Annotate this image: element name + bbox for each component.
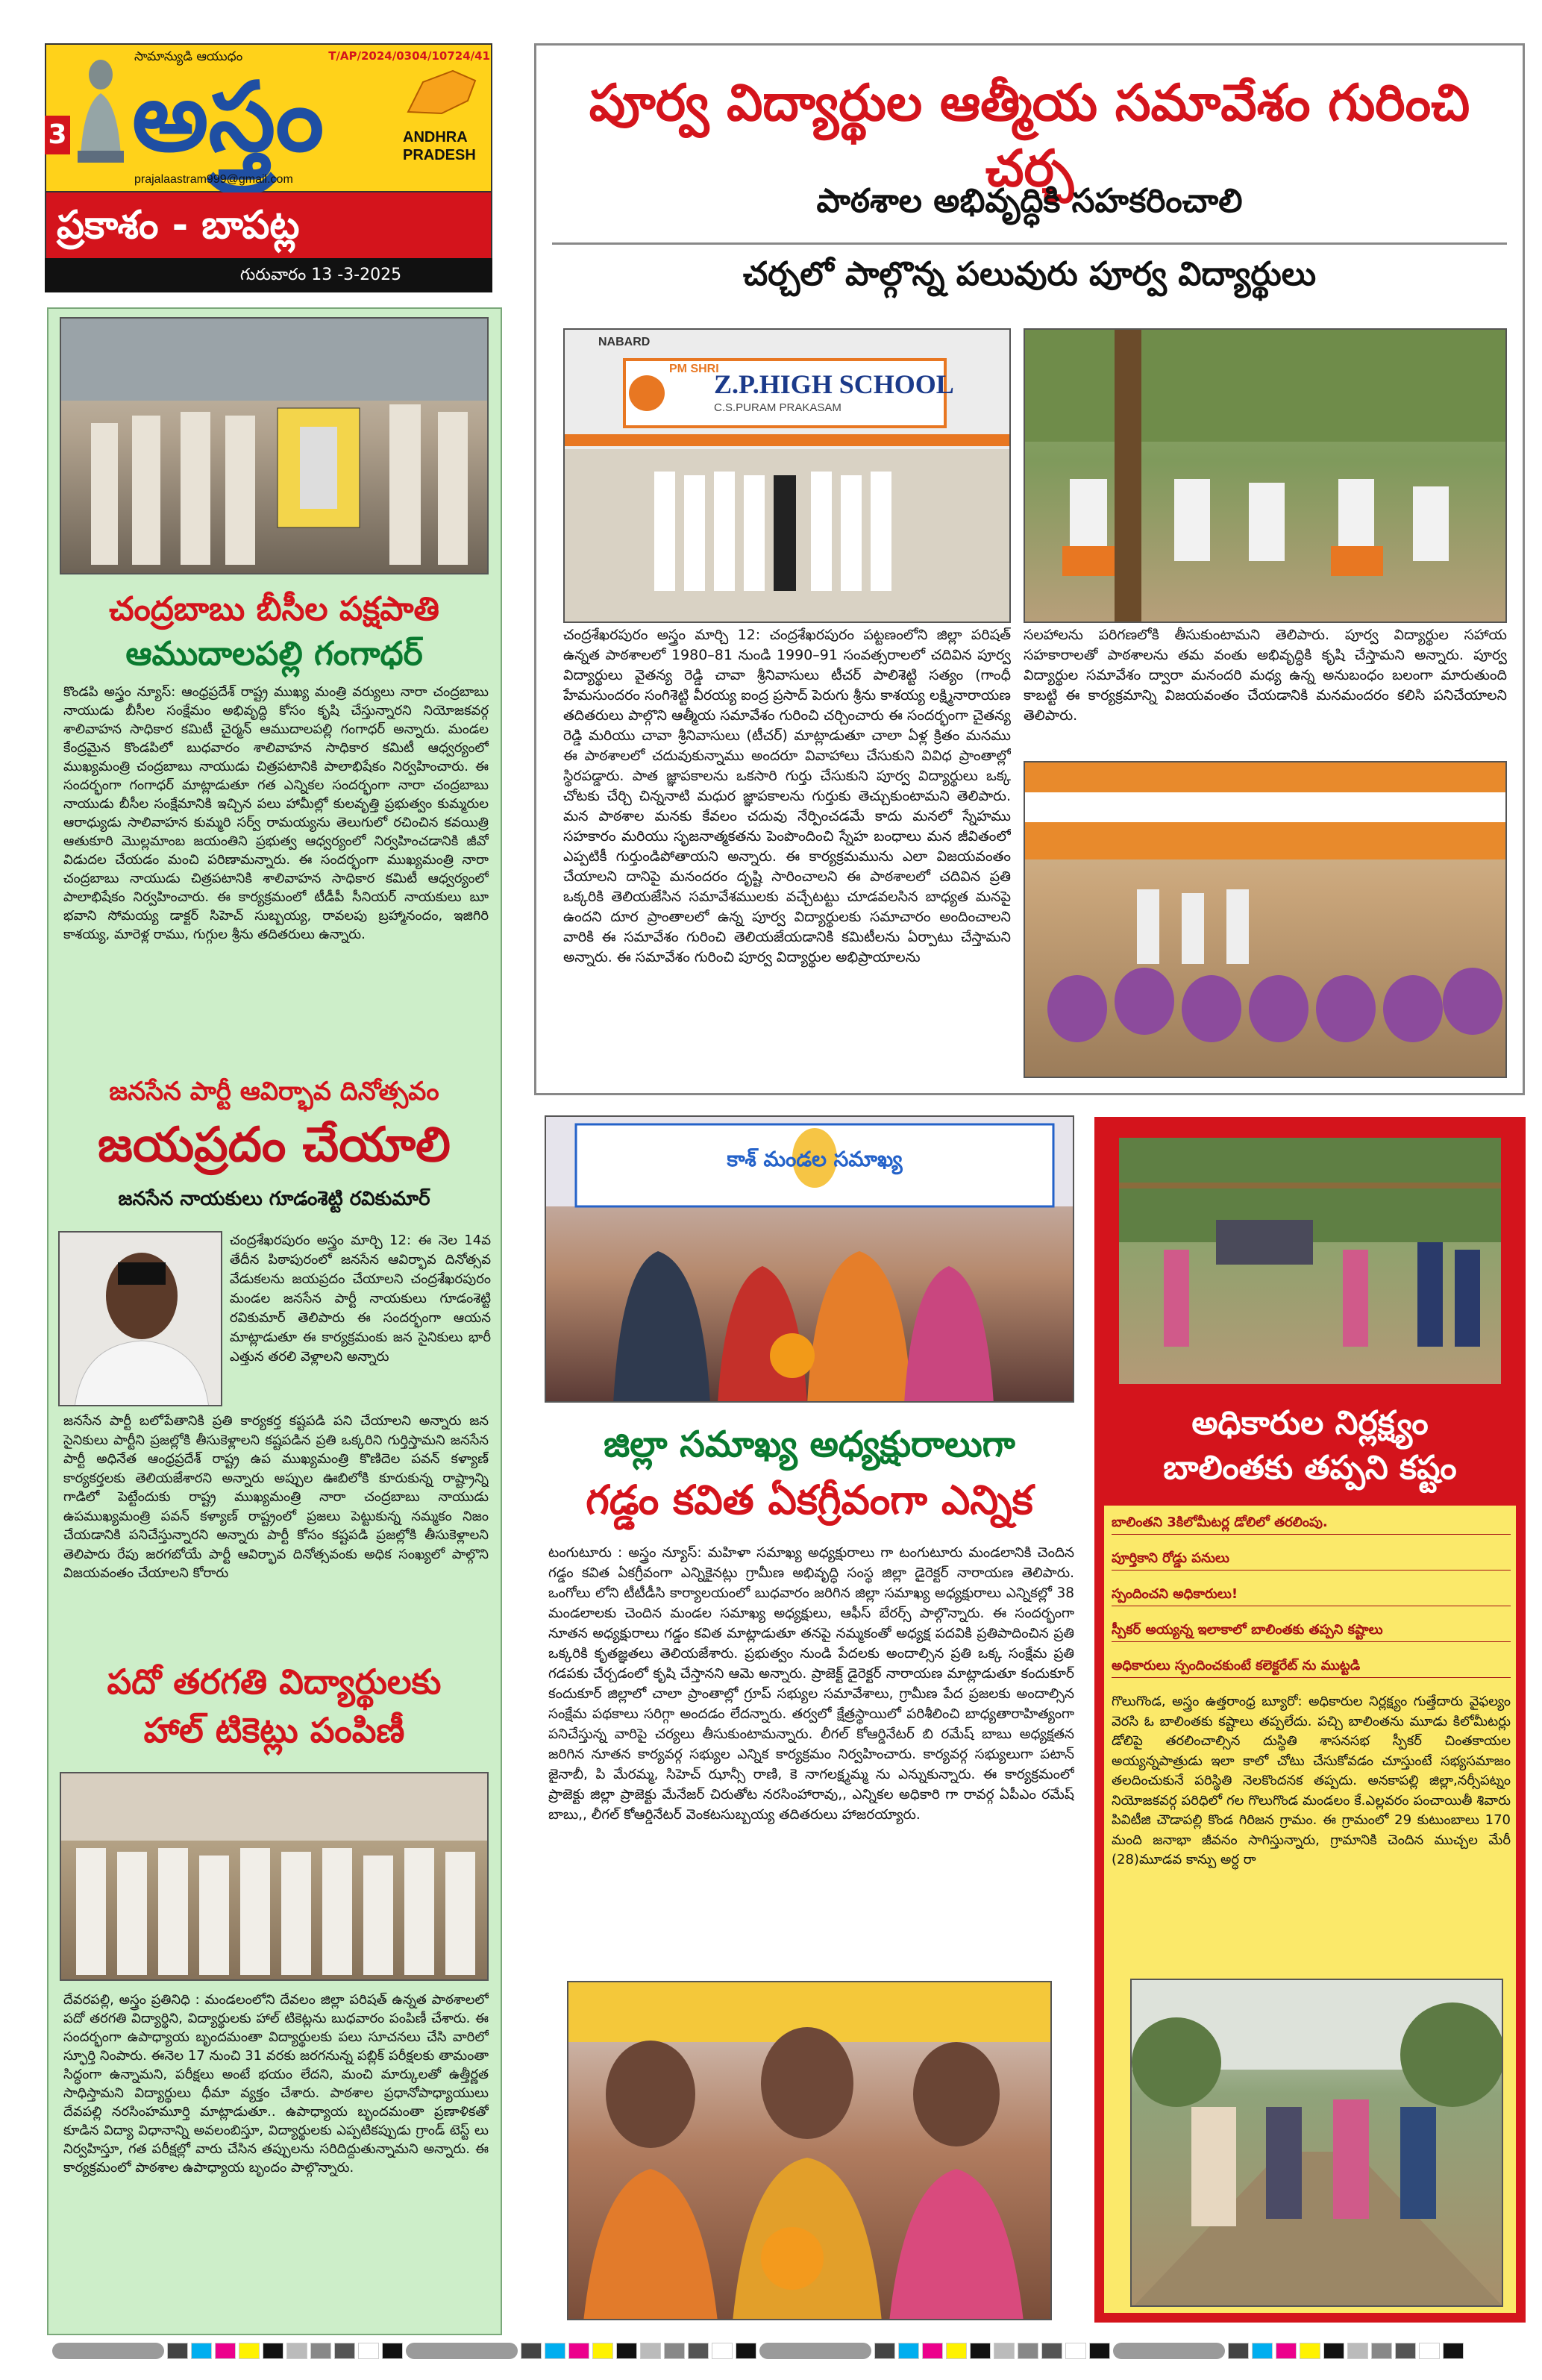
strip-swatch xyxy=(263,2343,283,2359)
strip-swatch xyxy=(1065,2343,1086,2359)
strip-swatch xyxy=(358,2343,379,2359)
janasena-body-side: చంద్రశేఖరపురం అస్త్రం మార్చి 12: ఈ నెల 14వ తేదీన పిఠాపురంలో జనసేన ఆవిర్భావ దినోత్సవ వేడుకలను జయప్రదం చేయాలని చంద్రశేఖరపురం మండల జనసేన పార్టీ నాయకులు గూడంశెట్టి రవికుమార్ తెలిపారు ఈ సందర్భంగా ఆయన మాట్లాడుతూ ఈ కార్యక్రమంకు జన సైనికులు భారీ ఎత్తున తరలి వెళ్లాలని అన్నారు xyxy=(230,1233,491,1365)
alumni-subhead-1: పాఠశాల అభివృద్ధికి సహకరించాలి xyxy=(816,182,1243,220)
strip-swatch xyxy=(1252,2343,1273,2359)
masthead xyxy=(45,43,492,293)
alumni-meeting-photo xyxy=(1024,328,1507,623)
strip-swatch xyxy=(1276,2343,1297,2359)
strip-swatch xyxy=(712,2343,733,2359)
strip-swatch xyxy=(946,2343,967,2359)
edition-name: ప్రకాశం - బాపట్ల xyxy=(57,203,300,248)
gangadhar-headline-1: చంద్రబాబు బీసీల పక్షపాతి xyxy=(109,590,439,628)
neglect-villagers-photo xyxy=(1130,1979,1503,2307)
strip-swatch xyxy=(1041,2343,1062,2359)
strip-swatch xyxy=(1395,2343,1416,2359)
janasena-body-full: జనసేన పార్టీ బలోపేతానికి ప్రతి కార్యకర్త కష్టపడి పని చేయాలని అన్నారు జన సైనికులు పార్టీని ప్రజల్లోకి తీసుకెళ్లాలని కష్టపడిన ప్రతి ఒక్కరిని గుర్తిస్తామని జనసేన పార్టీ అధినేత ఆంధ్రప్రదేశ్ రాష్ట్ర ఉప ముఖ్యమంత్రి కొణిదెల పవన్ కళ్యాణ్ కార్యకర్తలకు తెలియజేశారని అన్నారు అప్పుల ఊబిలోకి కూరుకున్న రాష్ట్రాన్ని గాడిలో పెట్టేందుకు రాష్ట్ర ముఖ్యమంత్రి నారా చంద్రబాబు నాయుడు ఉపముఖ్యమంత్రి పవన్ కళ్యాణ్ రాష్ట్రంలో ప్రజలు పెట్టుకున్న నమ్మకం నిజం చేయడానికి పనిచేస్తున్నారని అన్నారు పార్టీ కోసం కష్టపడి ప్రజల్లోకి తీసుకెళ్లాలని తెలిపారు రేపు జరగబోయే పార్టీ ఆవిర్భావ దినోత్సవంకు అధిక సంఖ్యలో పాల్గొని విజయవంతం చేయాలని కోరారు xyxy=(63,1413,489,1581)
strip-swatch xyxy=(1419,2343,1440,2359)
masthead-tagline: సామాన్యుడి ఆయుధం xyxy=(134,49,243,64)
neglect-headline-1: అధికారుల నిర్లక్ష్యం xyxy=(1191,1404,1429,1442)
strip-swatch xyxy=(310,2343,331,2359)
strip-swatch xyxy=(568,2343,589,2359)
page-number-badge: 3 xyxy=(45,116,70,154)
strip-swatch xyxy=(545,2343,565,2359)
strip-swatch xyxy=(592,2343,613,2359)
date-bar xyxy=(45,258,492,292)
alumni-headline: పూర్వ విద్యార్థుల ఆత్మీయ సమావేశం గురించి చర్చ xyxy=(589,74,1470,198)
sign-bank-text: NABARD xyxy=(598,336,651,348)
strip-swatch xyxy=(1018,2343,1038,2359)
neglect-bullet-2: పూర్తికాని రోడ్డు పనులు xyxy=(1112,1547,1511,1571)
print-registration-strip xyxy=(52,2343,1492,2359)
masthead-reg-no: T/AP/2024/0304/10724/41 xyxy=(328,49,490,63)
kavitha-closeup-photo xyxy=(567,1981,1052,2320)
sign-school-name: Z.P.HIGH SCHOOL xyxy=(714,369,954,399)
neglect-body: గొలుగొండ, అస్త్రం ఉత్తరాంధ్ర బ్యూరో: అధికారుల నిర్లక్ష్యం గుత్తేదారు వైఫల్యం వెరసి ఓ బాలింతకు కష్టాలు తప్పలేదు. పచ్చి బాలింతను మూడు కిలోమీటర్లు డోలిపై తరలించాల్సిన దుస్థితి శాసనసభ స్పీకర్ చింతకాయల అయ్యన్నపాత్రుడు ఇలా కాలో చోటు చేసుకోవడం చూస్తుంటే సభ్యసమాజం తలదించుకునే పరిస్థితి నెలకొందనక తప్పదు. అనకాపల్లి జిల్లా,నర్సీపట్నం నియోజకవర్గ పరిధిలో గల గొలుగొండ మండలం కే.ఎల్లవరం పంచాయితీ శివారు పివిటీజి చౌడాపల్లి కొండ గిరిజన గ్రామం. ఈ గ్రామంలో 29 కుటుంబాలు 170 మంది జనాభా జీవనం సాగిస్తున్నారు, గ్రామానికి చెందిన ముచ్చల మేరీ (28)మూడవ కాన్పు అర్ధ రా xyxy=(1112,1694,1511,1867)
strip-swatch xyxy=(994,2343,1015,2359)
gangadhar-body: కొండపి అస్త్రం న్యూస్: ఆంధ్రప్రదేశ్ రాష్ట్ర ముఖ్య మంత్రి వర్యులు నారా చంద్రబాబు నాయుడు బీసీల సంక్షేమం అభివృద్ధి కోసం కృషి చేస్తున్నారని నియోజకవర్గ శాలివాహన సాధికార కమిటీ చైర్మన్ ఆముదాలపల్లి గంగాధర్ అన్నారు. మండల కేంద్రమైన కొండపిలో బుధవారం శాలివాహన సాధికార కమిటీ ఆధ్వర్యంలో ముఖ్యమంత్రి చంద్రబాబు నాయుడు చిత్రపటానికి పాలాభిషేకం నిర్వహించారు. ఈ సందర్భంగా గంగాధర్ మాట్లాడుతూ గత ఎన్నికల సందర్భంగా నారా చంద్రబాబు నాయుడు బీసీల సంక్షేమానికి ఇచ్చిన పలు హామీల్లో కులవృత్తి ప్రభుత్వం కుమ్మరుల ఆరాధ్యుడు సాలివాహన కుమ్మరి సర్వ్ రామయ్యను తెలుగులో రచించిన కవయిత్రి ఆతుకూరి మొల్లమాంబ జయంతిని ప్రభుత్వ ఆధ్వర్యంలో నిర్వహించడానికి జీవో విడుదల చేయడం మంచి పరిణామన్నారు. ఈ సందర్భంగా ముఖ్యమంత్రి నారా చంద్రబాబు నాయుడు చిత్రపటానికి శాలివాహన సాధికార కమిటీ ఆధ్వర్యంలో పాలాభిషేకం నిర్వహించారు. ఈ కార్యక్రమంలో టీడీపీ సీనియర్ నాయకులు బూ భవాని సోమయ్య డాక్టర్ సిహెచ్ సుబ్బయ్య, రావలపు బ్రహ్మానందం, ఇజిగిరి కాశయ్య, మారెళ్ల రాము, గుగ్గుల శ్రీను తదితరులు ఉన్నారు. xyxy=(63,684,489,942)
buddha-figure-icon xyxy=(73,52,128,164)
tickets-headline-1: పదో తరగతి విద్యార్థులకు xyxy=(107,1662,442,1702)
kavitha-headline-2: గడ్డం కవిత ఏకగ్రీవంగా ఎన్నిక xyxy=(586,1476,1033,1523)
strip-swatch xyxy=(640,2343,661,2359)
neglect-bullet-4: స్పీకర్ అయ్యన్న ఇలాకాలో బాలింతకు తప్పని కష్టాలు xyxy=(1112,1619,1511,1642)
alumni-divider xyxy=(552,242,1507,245)
strip-swatch xyxy=(286,2343,307,2359)
strip-swatch xyxy=(334,2343,355,2359)
strip-swatch xyxy=(922,2343,943,2359)
gangadhar-photo xyxy=(60,317,489,574)
kavitha-felicitation-photo xyxy=(545,1115,1074,1403)
alumni-school-photo xyxy=(563,328,1011,623)
janasena-byline: జనసేన నాయకులు గూడంశెట్టి రవికుమార్ xyxy=(118,1188,430,1210)
kavitha-headline-1: జిల్లా సమాఖ్య అధ్యక్షురాలుగా xyxy=(604,1424,1015,1465)
strip-bar xyxy=(406,2343,518,2359)
ravikumar-portrait xyxy=(58,1231,222,1406)
neglect-headline-2: బాలింతకు తప్పని కష్టం xyxy=(1163,1449,1457,1487)
strip-bar xyxy=(1113,2343,1225,2359)
gangadhar-headline-2: ఆముదాలపల్లి గంగాధర్ xyxy=(125,635,423,673)
masthead-logo-block xyxy=(45,43,492,192)
strip-swatch xyxy=(1347,2343,1368,2359)
kavitha-body: టంగుటూరు : అస్త్రం న్యూస్: మహిళా సమాఖ్య అధ్యక్షురాలు గా టంగుటూరు మండలానికి చెందిన గడ్డం కవిత ఏకగ్రీవంగా ఎన్నికైనట్లు గ్రామీణ అభివృద్ధి సంస్థ జిల్లా డైరెక్టర్ నారాయణ తెలిపారు. ఒంగోలు లోని టీటీడీసి కార్యాలయంలో బుధవారం జరిగిన జిల్లా సమాఖ్య అధ్యక్షురాలు ఎన్నికల్లో 38 మండలాలకు చెందిన మండల సమాఖ్య అధ్యక్షులు, ఆఫీస్ బేరర్స్ పాల్గొన్నారు. ఈ సందర్భంగా నూతన అధ్యక్షురాలు గడ్డం కవిత మాట్లాడుతూ తనపై నమ్మకంతో అధ్యక్ష పదవికి ప్రతిపాదించిన ప్రతి ఒక్కరికి కృతజ్ఞతలు తెలియజేశారు. ప్రభుత్వం నుండి పేదలకు అందాల్సిన ప్రతి ఒక్క సంక్షేమ ప్రతి గడపకు చేర్చడంలో కృషి చేస్తానని ఆమె అన్నారు. ప్రాజెక్ట్ డైరెక్టర్ నారాయణ మాట్లాడుతూ కందుకూర్ కందుకూర్ జిల్లాలో చాలా ప్రాంతాల్లో గ్రూప్ సభ్యుల సమావేశాలు, గ్రామీణ పేద ప్రజలకు అందాల్సిన సంక్షేమ పథకాలు సరిగ్గా అందడం లేదన్నారు. తర్వలో క్షేత్రస్థాయిలో పరిశీలించి బాధ్యతారాహిత్యంగా పనిచేస్తున్న వారిపై చర్యలు తీసుకుంటామన్నారు. లీగల్ కోఆర్డినేటర్ బి రమేష్ బాబు అధ్యక్షతన జరిగిన నూతన కార్యవర్గ సభ్యుల ఎన్నిక కార్యక్రమం నిర్వహించారు. కార్యవర్గ సభ్యులుగా పటాన్ జైనాబీ, పి మేరమ్మ, సిహెచ్ ఝాన్సీ రాణి, కె నాగలక్ష్మమ్మ ను ఎన్నుకున్నారు. ఈ కార్యక్రమంలో ప్రాజెక్టు జిల్లా ప్రాజెక్టు మేనేజర్ చిరుతోట నరసింహారావు,, ఎన్నికల అధికారి గా రావర్గ ఏపీఎం రమేష్ బాబు,, లీగల్ కోఆర్డినేటర్ వెంకటసుబ్బయ్య తదితరులు హాజరయ్యారు. xyxy=(548,1545,1074,1823)
neglect-bullet-1: బాలింతని 3కిలోమీటర్ల డోలిలో తరలింపు. xyxy=(1112,1512,1511,1535)
neglect-doli-photo xyxy=(1119,1138,1501,1384)
strip-swatch xyxy=(1443,2343,1464,2359)
janasena-headline: జయప్రదం చేయాలి xyxy=(98,1118,451,1173)
strip-swatch xyxy=(736,2343,756,2359)
masthead-paper-name: అస్త్రం xyxy=(132,61,325,173)
strip-swatch xyxy=(1228,2343,1249,2359)
strip-swatch xyxy=(664,2343,685,2359)
alumni-body-col2: సలహాలను పరిగణలోకి తీసుకుంటామని తెలిపారు. పూర్వ విద్యార్థుల సహాయ సహకారాలతో పాఠశాలను తమ వంతు అభివృద్ధికి కృషి చేస్తామని అన్నారు. పూర్వ విద్యార్థుల సమావేశం ద్వారా మనందరి మధ్య ఉన్న అనుబంధం బలంగా మారుతుంది కాబట్టి ఈ కార్యక్రమాన్ని విజయవంతం చేయడానికి మనమందరం కలిసి పనిచేయాలని తెలిపారు. xyxy=(1024,627,1507,724)
tickets-headline-2: హాల్ టికెట్లు పంపిణీ xyxy=(143,1710,405,1750)
neglect-bullet-5: అధికారులు స్పందించకుంటే కలెక్టరేట్ ను ముట్టడి xyxy=(1112,1655,1511,1678)
strip-swatch xyxy=(1300,2343,1320,2359)
strip-swatch xyxy=(1371,2343,1392,2359)
sign-place-text: C.S.PURAM PRAKASAM xyxy=(714,401,841,414)
strip-swatch xyxy=(239,2343,260,2359)
masthead-state: ANDHRA PRADESH xyxy=(403,129,476,163)
strip-swatch xyxy=(167,2343,188,2359)
strip-swatch xyxy=(898,2343,919,2359)
janasena-kicker: జనసేన పార్టీ ఆవిర్భావ దినోత్సవం xyxy=(109,1077,439,1106)
strip-swatch xyxy=(616,2343,637,2359)
strip-swatch xyxy=(874,2343,895,2359)
strip-bar xyxy=(759,2343,871,2359)
sign-pm-text: PM SHRI xyxy=(669,363,719,375)
strip-bar xyxy=(52,2343,164,2359)
neglect-bullet-3: స్పందించని అధికారులు! xyxy=(1112,1583,1511,1606)
strip-swatch xyxy=(1323,2343,1344,2359)
strip-swatch xyxy=(215,2343,236,2359)
strip-swatch xyxy=(382,2343,403,2359)
strip-swatch xyxy=(521,2343,542,2359)
strip-swatch xyxy=(970,2343,991,2359)
alumni-body-col1: చంద్రశేఖరపురం అస్త్రం మార్చి 12: చంద్రశేఖరపురం పట్టణంలోని జిల్లా పరిషత్ ఉన్నత పాఠశాలలో 1980–81 నుండి 1990–91 సంవత్సరాలలో చదివిన పూర్వ విద్యార్థులు వైతన్య రెడ్డి చావా శ్రీనివాసులు టీచర్ పాలిశెట్టి సత్యం (గాంధీ హేమసుందరం సంగిశెట్టి వీరయ్య ఐంద్ర ప్రసాద్ పెరుగు శ్రీను కాశయ్య లక్ష్మినారాయణ తదితరులు పాల్గొని ఆత్మీయ సమావేశం గురించి చర్చించారు ఈ సందర్భంగా చైతన్య రెడ్డి మరియు చావా శ్రీనివాసులు (టీచర్) మాట్లాడుతూ చాలా ఏళ్ల క్రితం మనము ఈ పాఠశాలలో చదువుకున్నాము అందరూ వివాహాలు చేసుకుని వివిధ ప్రాంతాల్లో స్థిరపడ్డారు. పాత జ్ఞాపకాలను ఒకసారి గుర్తు చేసుకుని పూర్వ విద్యార్థులు ఒక్క చోటకు చేర్చి చిన్ననాటి మధుర జ్ఞాపకాలను గుర్తుకు తెచ్చుకుంటామని తెలిపారు. మన పాఠశాల మనకు కేవలం చదువు నేర్పించడమే కాదు మనలో స్నేహము సహకారం మరియు సృజనాత్మకతను పెంపొందించి స్నేహ బంధాలు మన జీవితంలో ఎప్పటికీ గుర్తుండిపోతాయని అన్నారు. ఈ కార్యక్రమమును ఎలా విజయవంతం చేయాలని దానిపై మనందరం దృష్టి సారించాలని ఈ పాఠశాలలో చదివిన ప్రతి ఒక్కరికి తెలియజేసిన సమావేశములకు వచ్చేటట్టు చూడవలసిన బాధ్యత మనపై ఉందని దూర ప్రాంతాలలో ఉన్న పూర్వ విద్యార్థులకు సమాచారం అందించాలని వారికి ఈ సమావేశం గురించి తెలియజేయడానికి కమిటీలను ఏర్పాటు చేస్తామని అన్నారు. ఈ సమావేశం గురించి పూర్వ విద్యార్థుల అభిప్రాయాలను xyxy=(563,627,1011,965)
issue-date: గురువారం 13 -3-2025 xyxy=(239,266,402,284)
edition-banner xyxy=(45,192,492,258)
tickets-body: దేవరపల్లి, అస్త్రం ప్రతినిధి : మండలంలోని దేవలం జిల్లా పరిషత్ ఉన్నత పాఠశాలలో పదో తరగతి విద్యార్థిని, విద్యార్థులకు హాల్ టికెట్లను బుధవారం పంపిణీ చేశారు. ఈ సందర్భంగా ఉపాధ్యాయ బృందమంతా విద్యార్థులకు పలు సూచనలు చేసి వారిలో స్ఫూర్తి నింపారు. ఈనెల 17 నుంచి 31 వరకు జరగనున్న పబ్లిక్ పరీక్షలకు తామంతా సిద్ధంగా ఉన్నామని, పరీక్షలు అంటే భయం లేదని, మంచి మార్కులతో ఉత్తీర్ణత సాధిస్తామని విద్యార్థులు ధీమా వ్యక్తం చేశారు. పాఠశాల ప్రధానోపాధ్యాయులు దేవపల్లి నరసింహమూర్తి మాట్లాడుతూ.. ఉపాధ్యాయ బృందమంతా ప్రణాళికతో కూడిన విద్యా విధానాన్ని అవలంబిస్తూ, విద్యార్థులకు ఎప్పటికప్పుడు గ్రాండ్ టెస్ట్ లు నిర్వహిస్తూ, గత పరీక్షల్లో వారు చేసిన తప్పులను సరిదిద్దుతున్నామని అన్నారు. ఈ కార్యక్రమంలో పాఠశాల ఉపాధ్యాయ బృందం పాల్గొన్నారు. xyxy=(63,1992,489,2176)
alumni-students-photo xyxy=(1024,761,1507,1078)
alumni-subhead-2: చర్చలో పాల్గొన్న పలువురు పూర్వ విద్యార్థులు xyxy=(742,255,1317,293)
kavitha-banner-text: కాశ్ మండల సమాఖ్య xyxy=(727,1147,903,1171)
strip-swatch xyxy=(1089,2343,1110,2359)
strip-swatch xyxy=(191,2343,212,2359)
strip-swatch xyxy=(688,2343,709,2359)
tickets-photo xyxy=(60,1772,489,1981)
masthead-email: prajalaastram999@gmail.com xyxy=(134,173,293,186)
